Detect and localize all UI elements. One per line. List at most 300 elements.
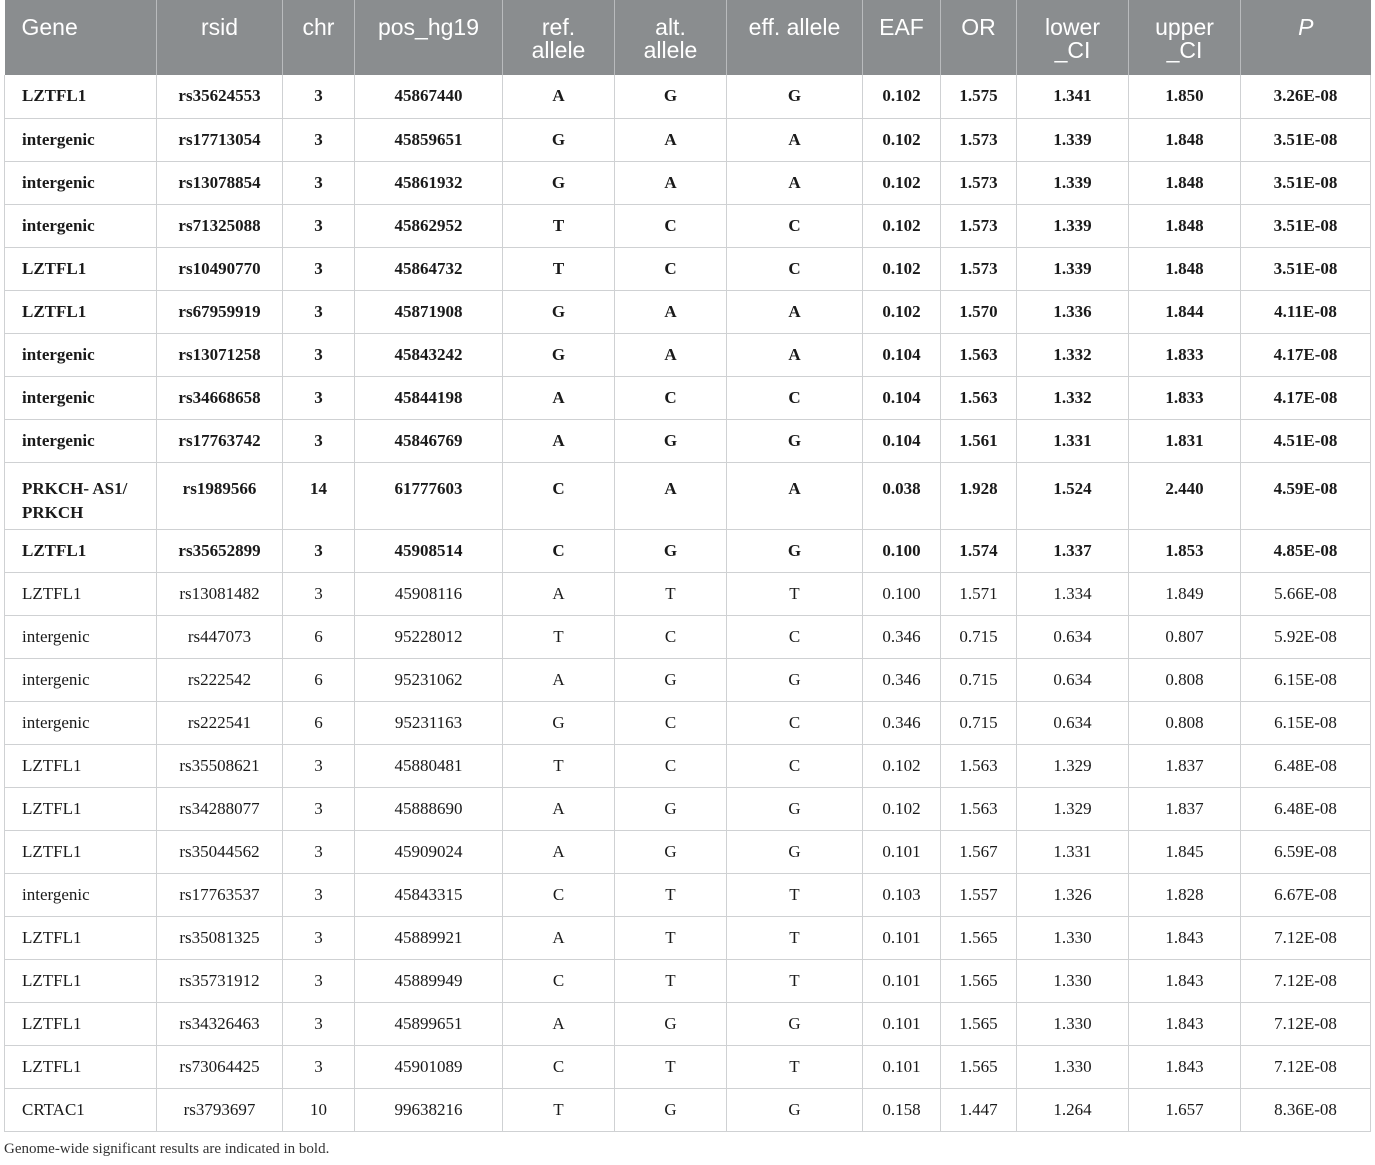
table-row xyxy=(5,830,1371,873)
cell-eff-allele: T xyxy=(727,572,863,615)
cell-gene: LZTFL1 xyxy=(5,959,157,1002)
cell-eff-allele: G xyxy=(727,75,863,118)
cell-chr: 3 xyxy=(283,204,355,247)
cell-alt-allele: G xyxy=(615,1002,727,1045)
cell-lower-ci: 1.330 xyxy=(1017,1045,1129,1088)
cell-chr: 6 xyxy=(283,658,355,701)
cell-or: 1.573 xyxy=(941,118,1017,161)
cell-eaf: 0.346 xyxy=(863,615,941,658)
cell-eaf: 0.100 xyxy=(863,529,941,572)
cell-alt-allele: C xyxy=(615,376,727,419)
cell-lower-ci: 1.331 xyxy=(1017,830,1129,873)
cell-alt-allele: A xyxy=(615,333,727,376)
cell-lower-ci: 1.339 xyxy=(1017,118,1129,161)
cell-p-value: 3.51E-08 xyxy=(1241,204,1371,247)
cell-eff-allele: T xyxy=(727,916,863,959)
cell-ref-allele: A xyxy=(503,787,615,830)
cell-or: 1.447 xyxy=(941,1088,1017,1131)
cell-ref-allele: G xyxy=(503,161,615,204)
cell-eff-allele: A xyxy=(727,161,863,204)
cell-ref-allele: C xyxy=(503,1045,615,1088)
table-row xyxy=(5,615,1371,658)
cell-pos-hg19: 45843315 xyxy=(355,873,503,916)
cell-eaf: 0.101 xyxy=(863,916,941,959)
cell-pos-hg19: 45908116 xyxy=(355,572,503,615)
cell-gene: intergenic xyxy=(5,376,157,419)
cell-or: 1.574 xyxy=(941,529,1017,572)
cell-pos-hg19: 45867440 xyxy=(355,75,503,118)
cell-or: 1.573 xyxy=(941,161,1017,204)
cell-upper-ci: 1.828 xyxy=(1129,873,1241,916)
cell-or: 0.715 xyxy=(941,701,1017,744)
cell-lower-ci: 1.331 xyxy=(1017,419,1129,462)
header-eff-allele: eff. allele xyxy=(727,0,863,75)
cell-eaf: 0.100 xyxy=(863,572,941,615)
cell-pos-hg19: 45908514 xyxy=(355,529,503,572)
cell-rsid: rs222541 xyxy=(157,701,283,744)
cell-upper-ci: 1.843 xyxy=(1129,1045,1241,1088)
cell-ref-allele: A xyxy=(503,419,615,462)
cell-pos-hg19: 45843242 xyxy=(355,333,503,376)
cell-rsid: rs67959919 xyxy=(157,290,283,333)
cell-alt-allele: C xyxy=(615,701,727,744)
table-body xyxy=(5,75,1371,1131)
cell-gene: LZTFL1 xyxy=(5,1002,157,1045)
cell-p-value: 4.17E-08 xyxy=(1241,376,1371,419)
cell-chr: 3 xyxy=(283,959,355,1002)
cell-eaf: 0.101 xyxy=(863,959,941,1002)
cell-chr: 3 xyxy=(283,1002,355,1045)
table-row xyxy=(5,247,1371,290)
header-ref-allele: ref. allele xyxy=(503,0,615,75)
cell-pos-hg19: 45889921 xyxy=(355,916,503,959)
cell-or: 1.573 xyxy=(941,247,1017,290)
table-row xyxy=(5,333,1371,376)
cell-pos-hg19: 99638216 xyxy=(355,1088,503,1131)
cell-eff-allele: A xyxy=(727,333,863,376)
cell-alt-allele: A xyxy=(615,118,727,161)
cell-alt-allele: C xyxy=(615,247,727,290)
cell-alt-allele: G xyxy=(615,419,727,462)
table-row xyxy=(5,572,1371,615)
cell-gene: intergenic xyxy=(5,419,157,462)
cell-chr: 3 xyxy=(283,830,355,873)
cell-p-value: 6.48E-08 xyxy=(1241,744,1371,787)
cell-lower-ci: 0.634 xyxy=(1017,701,1129,744)
cell-rsid: rs73064425 xyxy=(157,1045,283,1088)
table-row xyxy=(5,161,1371,204)
cell-or: 0.715 xyxy=(941,658,1017,701)
cell-chr: 3 xyxy=(283,572,355,615)
cell-upper-ci: 1.848 xyxy=(1129,247,1241,290)
cell-rsid: rs17763537 xyxy=(157,873,283,916)
cell-or: 1.563 xyxy=(941,787,1017,830)
cell-ref-allele: A xyxy=(503,75,615,118)
cell-alt-allele: C xyxy=(615,204,727,247)
cell-p-value: 3.51E-08 xyxy=(1241,247,1371,290)
cell-eaf: 0.104 xyxy=(863,419,941,462)
cell-p-value: 7.12E-08 xyxy=(1241,959,1371,1002)
header-chr: chr xyxy=(283,0,355,75)
cell-eaf: 0.038 xyxy=(863,462,941,529)
table-row xyxy=(5,959,1371,1002)
cell-ref-allele: A xyxy=(503,376,615,419)
cell-chr: 3 xyxy=(283,376,355,419)
cell-eaf: 0.158 xyxy=(863,1088,941,1131)
cell-or: 1.561 xyxy=(941,419,1017,462)
cell-p-value: 6.15E-08 xyxy=(1241,658,1371,701)
cell-pos-hg19: 45859651 xyxy=(355,118,503,161)
cell-chr: 3 xyxy=(283,873,355,916)
cell-p-value: 4.85E-08 xyxy=(1241,529,1371,572)
cell-lower-ci: 1.524 xyxy=(1017,462,1129,529)
cell-eff-allele: C xyxy=(727,376,863,419)
cell-rsid: rs34668658 xyxy=(157,376,283,419)
cell-upper-ci: 0.808 xyxy=(1129,658,1241,701)
cell-rsid: rs1989566 xyxy=(157,462,283,529)
table-row xyxy=(5,75,1371,118)
cell-upper-ci: 1.837 xyxy=(1129,787,1241,830)
cell-eaf: 0.101 xyxy=(863,1002,941,1045)
cell-p-value: 3.51E-08 xyxy=(1241,161,1371,204)
cell-pos-hg19: 95228012 xyxy=(355,615,503,658)
cell-chr: 3 xyxy=(283,290,355,333)
table-row xyxy=(5,462,1371,529)
cell-eaf: 0.102 xyxy=(863,744,941,787)
cell-upper-ci: 1.848 xyxy=(1129,118,1241,161)
table-row xyxy=(5,787,1371,830)
cell-p-value: 3.26E-08 xyxy=(1241,75,1371,118)
cell-eff-allele: G xyxy=(727,529,863,572)
header-eaf: EAF xyxy=(863,0,941,75)
cell-alt-allele: T xyxy=(615,1045,727,1088)
cell-alt-allele: T xyxy=(615,572,727,615)
cell-p-value: 8.36E-08 xyxy=(1241,1088,1371,1131)
cell-or: 1.565 xyxy=(941,1045,1017,1088)
cell-ref-allele: G xyxy=(503,118,615,161)
cell-ref-allele: G xyxy=(503,333,615,376)
cell-p-value: 4.17E-08 xyxy=(1241,333,1371,376)
cell-alt-allele: A xyxy=(615,290,727,333)
table-row xyxy=(5,701,1371,744)
cell-gene: intergenic xyxy=(5,333,157,376)
cell-upper-ci: 1.833 xyxy=(1129,376,1241,419)
cell-chr: 6 xyxy=(283,701,355,744)
cell-eff-allele: C xyxy=(727,744,863,787)
cell-eff-allele: G xyxy=(727,1002,863,1045)
cell-gene: PRKCH- AS1/ PRKCH xyxy=(5,462,157,529)
cell-eaf: 0.102 xyxy=(863,161,941,204)
cell-eff-allele: A xyxy=(727,462,863,529)
cell-chr: 3 xyxy=(283,529,355,572)
cell-alt-allele: A xyxy=(615,462,727,529)
cell-chr: 3 xyxy=(283,1045,355,1088)
cell-gene: intergenic xyxy=(5,118,157,161)
cell-eff-allele: T xyxy=(727,959,863,1002)
cell-rsid: rs13078854 xyxy=(157,161,283,204)
cell-pos-hg19: 95231062 xyxy=(355,658,503,701)
cell-pos-hg19: 61777603 xyxy=(355,462,503,529)
cell-ref-allele: A xyxy=(503,658,615,701)
cell-chr: 3 xyxy=(283,333,355,376)
cell-ref-allele: C xyxy=(503,959,615,1002)
header-gene: Gene xyxy=(5,0,157,75)
cell-lower-ci: 1.336 xyxy=(1017,290,1129,333)
cell-pos-hg19: 45880481 xyxy=(355,744,503,787)
cell-gene: intergenic xyxy=(5,873,157,916)
cell-ref-allele: T xyxy=(503,1088,615,1131)
cell-rsid: rs35044562 xyxy=(157,830,283,873)
cell-eff-allele: C xyxy=(727,615,863,658)
cell-upper-ci: 1.843 xyxy=(1129,916,1241,959)
cell-p-value: 6.67E-08 xyxy=(1241,873,1371,916)
cell-eff-allele: C xyxy=(727,247,863,290)
cell-eaf: 0.102 xyxy=(863,118,941,161)
cell-lower-ci: 1.264 xyxy=(1017,1088,1129,1131)
cell-upper-ci: 1.657 xyxy=(1129,1088,1241,1131)
cell-lower-ci: 1.339 xyxy=(1017,204,1129,247)
cell-eaf: 0.104 xyxy=(863,333,941,376)
cell-chr: 3 xyxy=(283,75,355,118)
cell-eaf: 0.102 xyxy=(863,290,941,333)
cell-chr: 3 xyxy=(283,118,355,161)
cell-p-value: 6.15E-08 xyxy=(1241,701,1371,744)
cell-pos-hg19: 45864732 xyxy=(355,247,503,290)
cell-upper-ci: 0.808 xyxy=(1129,701,1241,744)
cell-upper-ci: 1.845 xyxy=(1129,830,1241,873)
cell-upper-ci: 2.440 xyxy=(1129,462,1241,529)
results-table-container xyxy=(4,0,1370,1132)
cell-pos-hg19: 45901089 xyxy=(355,1045,503,1088)
cell-alt-allele: T xyxy=(615,873,727,916)
cell-lower-ci: 0.634 xyxy=(1017,615,1129,658)
cell-upper-ci: 1.848 xyxy=(1129,204,1241,247)
cell-eff-allele: G xyxy=(727,787,863,830)
cell-chr: 3 xyxy=(283,744,355,787)
cell-rsid: rs447073 xyxy=(157,615,283,658)
cell-alt-allele: G xyxy=(615,1088,727,1131)
cell-gene: LZTFL1 xyxy=(5,529,157,572)
cell-rsid: rs35731912 xyxy=(157,959,283,1002)
cell-rsid: rs17763742 xyxy=(157,419,283,462)
cell-gene: intergenic xyxy=(5,161,157,204)
cell-ref-allele: A xyxy=(503,916,615,959)
cell-pos-hg19: 45844198 xyxy=(355,376,503,419)
cell-chr: 3 xyxy=(283,916,355,959)
cell-p-value: 3.51E-08 xyxy=(1241,118,1371,161)
table-header-row xyxy=(5,0,1371,75)
cell-ref-allele: A xyxy=(503,830,615,873)
cell-p-value: 4.59E-08 xyxy=(1241,462,1371,529)
cell-alt-allele: T xyxy=(615,916,727,959)
cell-lower-ci: 1.332 xyxy=(1017,376,1129,419)
cell-rsid: rs34288077 xyxy=(157,787,283,830)
cell-rsid: rs34326463 xyxy=(157,1002,283,1045)
cell-alt-allele: T xyxy=(615,959,727,1002)
cell-chr: 6 xyxy=(283,615,355,658)
cell-eaf: 0.346 xyxy=(863,701,941,744)
cell-alt-allele: A xyxy=(615,161,727,204)
cell-pos-hg19: 45888690 xyxy=(355,787,503,830)
cell-ref-allele: T xyxy=(503,744,615,787)
cell-lower-ci: 1.329 xyxy=(1017,787,1129,830)
cell-eaf: 0.104 xyxy=(863,376,941,419)
cell-alt-allele: C xyxy=(615,744,727,787)
cell-alt-allele: G xyxy=(615,75,727,118)
cell-or: 1.928 xyxy=(941,462,1017,529)
cell-p-value: 5.66E-08 xyxy=(1241,572,1371,615)
cell-pos-hg19: 95231163 xyxy=(355,701,503,744)
header-pos-hg19: pos_hg19 xyxy=(355,0,503,75)
cell-gene: LZTFL1 xyxy=(5,744,157,787)
cell-eff-allele: C xyxy=(727,204,863,247)
table-row xyxy=(5,1088,1371,1131)
cell-alt-allele: G xyxy=(615,529,727,572)
cell-p-value: 4.51E-08 xyxy=(1241,419,1371,462)
cell-or: 1.565 xyxy=(941,916,1017,959)
cell-pos-hg19: 45862952 xyxy=(355,204,503,247)
header-rsid: rsid xyxy=(157,0,283,75)
cell-gene: LZTFL1 xyxy=(5,75,157,118)
cell-p-value: 6.48E-08 xyxy=(1241,787,1371,830)
table-row xyxy=(5,118,1371,161)
cell-lower-ci: 1.326 xyxy=(1017,873,1129,916)
cell-eaf: 0.346 xyxy=(863,658,941,701)
table-row xyxy=(5,744,1371,787)
cell-upper-ci: 1.833 xyxy=(1129,333,1241,376)
cell-or: 1.567 xyxy=(941,830,1017,873)
cell-p-value: 6.59E-08 xyxy=(1241,830,1371,873)
cell-gene: LZTFL1 xyxy=(5,787,157,830)
cell-gene: intergenic xyxy=(5,701,157,744)
header-alt-allele: alt. allele xyxy=(615,0,727,75)
cell-gene: intergenic xyxy=(5,658,157,701)
table-row xyxy=(5,1002,1371,1045)
cell-ref-allele: T xyxy=(503,247,615,290)
cell-or: 1.570 xyxy=(941,290,1017,333)
table-footnote: Genome-wide significant results are indicated in bold. xyxy=(4,1141,330,1157)
cell-eff-allele: A xyxy=(727,290,863,333)
cell-eff-allele: T xyxy=(727,873,863,916)
cell-p-value: 7.12E-08 xyxy=(1241,916,1371,959)
cell-gene: LZTFL1 xyxy=(5,916,157,959)
cell-gene: LZTFL1 xyxy=(5,1045,157,1088)
cell-upper-ci: 1.849 xyxy=(1129,572,1241,615)
cell-eff-allele: G xyxy=(727,419,863,462)
cell-eaf: 0.102 xyxy=(863,204,941,247)
cell-rsid: rs3793697 xyxy=(157,1088,283,1131)
cell-or: 1.565 xyxy=(941,959,1017,1002)
cell-gene: LZTFL1 xyxy=(5,830,157,873)
cell-or: 1.565 xyxy=(941,1002,1017,1045)
cell-upper-ci: 1.831 xyxy=(1129,419,1241,462)
cell-or: 1.573 xyxy=(941,204,1017,247)
cell-eaf: 0.101 xyxy=(863,830,941,873)
cell-or: 1.557 xyxy=(941,873,1017,916)
cell-eaf: 0.101 xyxy=(863,1045,941,1088)
cell-gene: LZTFL1 xyxy=(5,247,157,290)
cell-rsid: rs222542 xyxy=(157,658,283,701)
cell-eff-allele: A xyxy=(727,118,863,161)
cell-or: 1.563 xyxy=(941,744,1017,787)
cell-ref-allele: G xyxy=(503,701,615,744)
cell-upper-ci: 1.837 xyxy=(1129,744,1241,787)
cell-upper-ci: 1.853 xyxy=(1129,529,1241,572)
cell-lower-ci: 0.634 xyxy=(1017,658,1129,701)
cell-pos-hg19: 45889949 xyxy=(355,959,503,1002)
cell-ref-allele: C xyxy=(503,462,615,529)
cell-rsid: rs13071258 xyxy=(157,333,283,376)
cell-chr: 3 xyxy=(283,419,355,462)
cell-ref-allele: C xyxy=(503,873,615,916)
cell-pos-hg19: 45861932 xyxy=(355,161,503,204)
cell-rsid: rs35652899 xyxy=(157,529,283,572)
cell-lower-ci: 1.330 xyxy=(1017,959,1129,1002)
cell-lower-ci: 1.341 xyxy=(1017,75,1129,118)
cell-gene: LZTFL1 xyxy=(5,572,157,615)
cell-chr: 3 xyxy=(283,787,355,830)
cell-lower-ci: 1.339 xyxy=(1017,161,1129,204)
cell-ref-allele: C xyxy=(503,529,615,572)
header-p-value: P xyxy=(1241,0,1371,75)
cell-pos-hg19: 45846769 xyxy=(355,419,503,462)
cell-upper-ci: 1.848 xyxy=(1129,161,1241,204)
cell-gene: intergenic xyxy=(5,615,157,658)
cell-lower-ci: 1.330 xyxy=(1017,916,1129,959)
cell-pos-hg19: 45899651 xyxy=(355,1002,503,1045)
cell-rsid: rs17713054 xyxy=(157,118,283,161)
cell-ref-allele: A xyxy=(503,572,615,615)
cell-gene: LZTFL1 xyxy=(5,290,157,333)
table-row xyxy=(5,419,1371,462)
cell-lower-ci: 1.339 xyxy=(1017,247,1129,290)
table-row xyxy=(5,1045,1371,1088)
table-row xyxy=(5,204,1371,247)
cell-upper-ci: 1.850 xyxy=(1129,75,1241,118)
cell-or: 1.563 xyxy=(941,333,1017,376)
cell-gene: CRTAC1 xyxy=(5,1088,157,1131)
cell-eff-allele: G xyxy=(727,1088,863,1131)
cell-eff-allele: T xyxy=(727,1045,863,1088)
cell-upper-ci: 1.843 xyxy=(1129,959,1241,1002)
cell-ref-allele: A xyxy=(503,1002,615,1045)
table-row xyxy=(5,658,1371,701)
cell-alt-allele: C xyxy=(615,615,727,658)
cell-or: 1.563 xyxy=(941,376,1017,419)
cell-gene: intergenic xyxy=(5,204,157,247)
cell-alt-allele: G xyxy=(615,830,727,873)
cell-eff-allele: G xyxy=(727,658,863,701)
cell-lower-ci: 1.337 xyxy=(1017,529,1129,572)
cell-eff-allele: C xyxy=(727,701,863,744)
cell-rsid: rs35508621 xyxy=(157,744,283,787)
cell-chr: 3 xyxy=(283,161,355,204)
cell-alt-allele: G xyxy=(615,658,727,701)
cell-eaf: 0.102 xyxy=(863,787,941,830)
table-row xyxy=(5,290,1371,333)
cell-rsid: rs35624553 xyxy=(157,75,283,118)
header-or: OR xyxy=(941,0,1017,75)
cell-pos-hg19: 45871908 xyxy=(355,290,503,333)
table-row xyxy=(5,376,1371,419)
cell-or: 0.715 xyxy=(941,615,1017,658)
cell-lower-ci: 1.330 xyxy=(1017,1002,1129,1045)
cell-or: 1.575 xyxy=(941,75,1017,118)
table-row xyxy=(5,873,1371,916)
header-upper-ci: upper _CI xyxy=(1129,0,1241,75)
cell-lower-ci: 1.332 xyxy=(1017,333,1129,376)
table-row xyxy=(5,916,1371,959)
